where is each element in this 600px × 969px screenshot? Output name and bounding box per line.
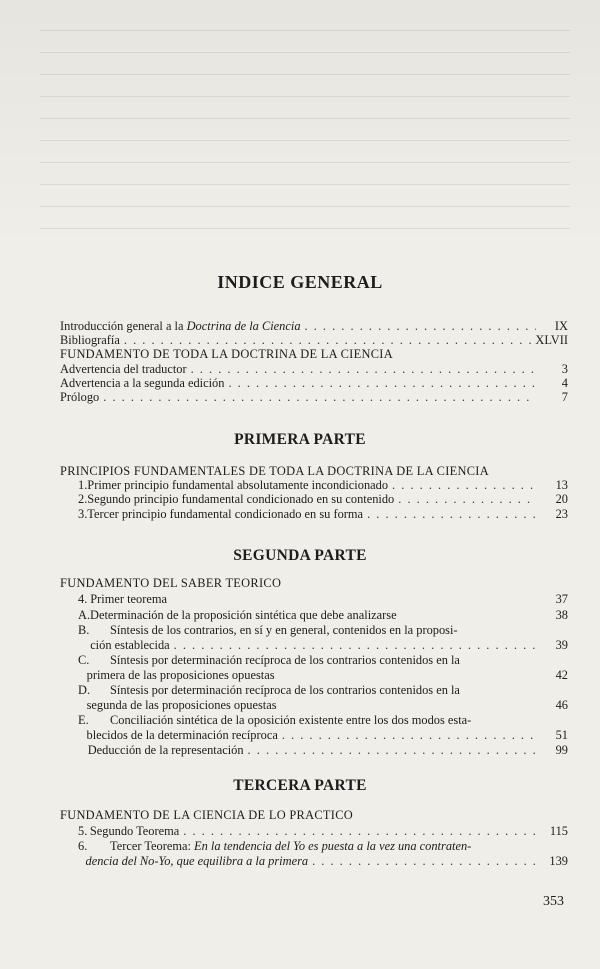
leader-dots: [174, 638, 536, 652]
leader-dots: [228, 376, 536, 390]
toc-entry: [60, 478, 568, 492]
leader-dots: [367, 507, 536, 521]
toc-entry-text: Síntesis de los contrarios, en sí y en general, contenidos en la proposi-: [110, 623, 458, 637]
toc-entry-number: A.: [78, 608, 91, 622]
toc-entry-text: Primer principio fundamental absolutamente incondicionado: [87, 478, 389, 493]
toc-entry-number: 4.: [78, 592, 88, 606]
toc-entry-text: Conciliación sintética de la oposición existente entre los dos modos esta-: [110, 713, 472, 727]
leader-dots: [183, 824, 536, 838]
leader-dots: [191, 362, 536, 376]
toc-entry-text: Advertencia a la segunda edición: [60, 375, 225, 390]
toc-page-number: 139: [549, 854, 568, 868]
toc-entry: [60, 333, 568, 347]
toc-page-number: XLVII: [535, 333, 568, 348]
bleed-through-text: [0, 0, 600, 250]
toc-entry: [60, 742, 568, 757]
toc-page-number: 46: [555, 698, 568, 712]
part2-title: SEGUNDA PARTE: [233, 547, 367, 564]
part1-section: [60, 464, 568, 521]
leader-dots: [312, 854, 536, 868]
toc-entry: [60, 590, 568, 606]
toc-page-number: 37: [555, 592, 568, 606]
toc-entry-text-cont: segunda de las proposiciones opuestas: [86, 698, 277, 712]
toc-page-number: 115: [549, 824, 568, 838]
toc-entry-text-cont: blecidos de la determinación recíproca: [86, 728, 278, 742]
toc-entry-text: Advertencia del traductor: [60, 361, 187, 376]
toc-page-number: 38: [555, 608, 568, 622]
toc-page-number: 39: [555, 638, 568, 652]
toc-page-number: 23: [555, 506, 568, 521]
toc-entry-multiline: [60, 712, 568, 742]
page-title: INDICE GENERAL: [217, 272, 383, 292]
toc-entry-text-cont: primera de las proposiciones opuestas: [86, 668, 275, 682]
toc-entry-number: 5.: [78, 824, 88, 838]
toc-entry: [60, 362, 568, 376]
toc-entry-number: 2.: [78, 492, 88, 507]
toc-entry-number: E.: [78, 713, 89, 727]
part3-title: TERCERA PARTE: [233, 777, 367, 794]
toc-heading: [60, 808, 568, 822]
toc-heading-text: FUNDAMENTO DE LA CIENCIA DE LO PRACTICO: [60, 808, 354, 822]
part2-section: [60, 576, 568, 757]
toc-entry-text: Prólogo: [60, 390, 100, 405]
toc-page-number: 99: [555, 743, 568, 757]
toc-page-number: IX: [554, 319, 568, 333]
toc-heading: [60, 576, 568, 590]
toc-entry-text: Deducción de la representación: [87, 743, 244, 757]
toc-page-number: 13: [555, 478, 568, 493]
leader-dots: [398, 492, 536, 506]
intro-section: [60, 319, 568, 404]
leader-dots: [282, 728, 536, 742]
toc-page-number: 20: [555, 492, 568, 507]
toc-entry-text: Introducción general a la Doctrina de la Ciencia: [60, 319, 301, 333]
toc-heading-text: FUNDAMENTO DEL SABER TEORICO: [60, 576, 282, 590]
part1-title: PRIMERA PARTE: [234, 431, 366, 448]
toc-entry-text: Síntesis por determinación recíproca de los contrarios contenidos en la: [110, 653, 460, 667]
toc-entry-number: 6.: [78, 839, 88, 853]
toc-entry: [60, 376, 568, 390]
toc-page-number: 42: [555, 668, 568, 682]
toc-heading: [60, 347, 568, 361]
toc-entry-text: Primer teorema: [90, 592, 167, 606]
toc-entry: [60, 606, 568, 622]
toc-entry-text: Segundo principio fundamental condicionado en su contenido: [87, 492, 395, 507]
toc-entry: [60, 319, 568, 333]
leader-dots: [248, 743, 536, 757]
toc-entry-multiline: [60, 652, 568, 682]
leader-dots: [305, 319, 536, 333]
toc-entry-number: B.: [78, 623, 90, 637]
toc-page-number: 7: [561, 390, 568, 405]
toc-page-number: 4: [561, 375, 568, 390]
toc-entry-multiline: [60, 682, 568, 712]
toc-heading-text: FUNDAMENTO DE TODA LA DOCTRINA DE LA CIENCIA: [60, 347, 393, 362]
toc-entry-text: Bibliografía: [60, 333, 120, 348]
toc-entry-number: 1.: [78, 478, 88, 493]
toc-entry-text: Tercer principio fundamental condicionado en su forma: [87, 506, 364, 521]
page-number: 353: [543, 894, 564, 909]
toc-entry-text-cont: dencia del No-Yo, que equilibra a la primera: [85, 854, 309, 868]
toc-entry-text: Segundo Teorema: [89, 824, 180, 838]
toc-entry-text: Determinación de la proposición sintética que debe analizarse: [90, 608, 397, 622]
toc-entry-multiline: [60, 838, 568, 868]
leader-dots: [124, 333, 532, 347]
leader-dots: [103, 390, 536, 404]
toc-entry: [60, 492, 568, 506]
toc-entry: [60, 507, 568, 521]
toc-entry-text: Síntesis por determinación recíproca de los contrarios contenidos en la: [110, 683, 460, 697]
toc-entry: [60, 390, 568, 404]
toc-entry-text: Tercer Teorema: En la tendencia del Yo es puesta a la vez una contraten-: [110, 839, 472, 853]
toc-heading-text: PRINCIPIOS FUNDAMENTALES DE TODA LA DOCTRINA DE LA CIENCIA: [60, 464, 489, 478]
toc-page-number: 3: [561, 361, 568, 376]
toc-entry: [60, 822, 568, 838]
toc-entry-number: D.: [78, 683, 91, 697]
toc-page-number: 51: [555, 728, 568, 742]
toc-entry-text-cont: ción establecida: [90, 638, 170, 652]
toc-entry-multiline: [60, 622, 568, 652]
toc-entry-number: 3.: [78, 506, 88, 521]
part3-section: [60, 808, 568, 868]
toc-heading: [60, 464, 568, 478]
leader-dots: [392, 478, 536, 492]
toc-entry-number: C.: [78, 653, 90, 667]
